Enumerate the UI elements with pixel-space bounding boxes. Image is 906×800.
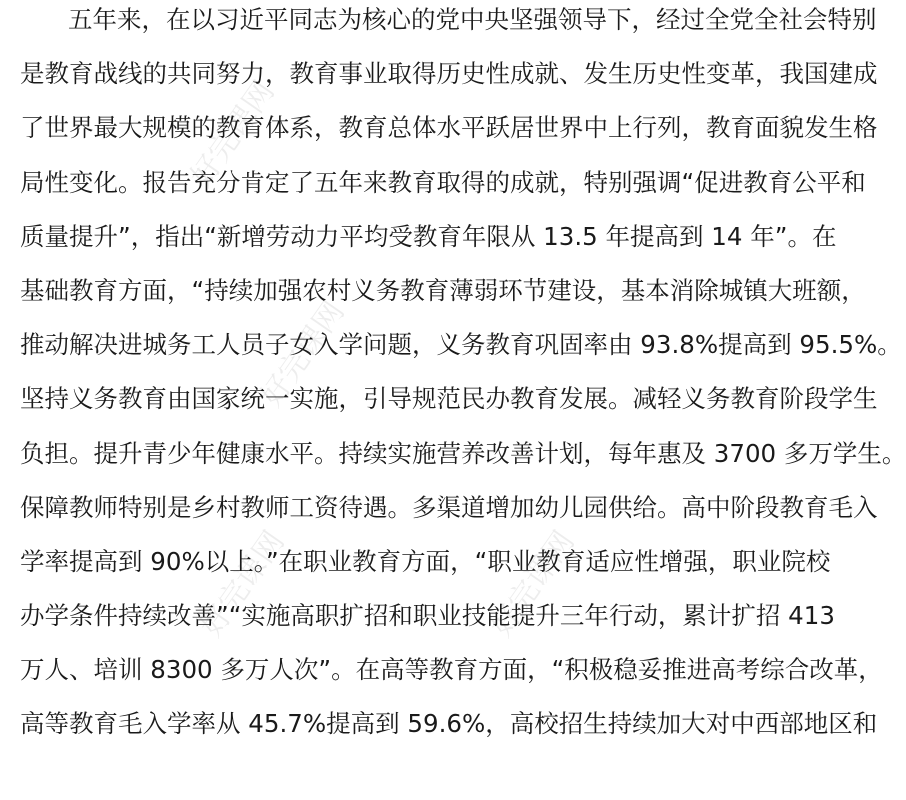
watermark: 好完课网 bbox=[254, 294, 352, 414]
text-line: 办学条件持续改善”“实施高职扩招和职业技能提升三年行动，累计扩招 413 bbox=[20, 601, 835, 631]
text-line: 学率提高到 90%以上。”在职业教育方面，“职业教育适应性增强，职业院校 bbox=[20, 546, 831, 576]
text-line: 局性变化。报告充分肯定了五年来教育取得的成就，特别强调“促进教育公平和 bbox=[20, 167, 866, 197]
text-line: 高等教育毛入学率从 45.7%提高到 59.6%，高校招生持续加大对中西部地区和 bbox=[20, 709, 878, 739]
text-line: 了世界最大规模的教育体系，教育总体水平跃居世界中上行列，教育面貌发生格 bbox=[20, 113, 878, 143]
watermark: 好完课网 bbox=[194, 524, 292, 644]
text-line: 推动解决进城务工人员子女入学问题，义务教育巩固率由 93.8%提高到 95.5%。 bbox=[20, 330, 902, 360]
document-paragraph bbox=[20, 0, 906, 759]
text-line: 质量提升”，指出“新增劳动力平均受教育年限从 13.5 年提高到 14 年”。在 bbox=[20, 221, 837, 251]
text-line: 万人、培训 8300 多万人次”。在高等教育方面，“积极稳妥推进高考综合改革， bbox=[20, 655, 883, 685]
text-line: 五年来，在以习近平同志为核心的党中央坚强领导下，经过全党全社会特别 bbox=[68, 5, 877, 34]
text-line: 坚持义务教育由国家统一实施，引导规范民办教育发展。减轻义务教育阶段学生 bbox=[20, 384, 878, 414]
text-line: 保障教师特别是乡村教师工资待遇。多渠道增加幼儿园供给。高中阶段教育毛入 bbox=[20, 492, 878, 522]
text-line: 负担。提升青少年健康水平。持续实施营养改善计划，每年惠及 3700 多万学生。 bbox=[20, 438, 906, 468]
text-line: 是教育战线的共同努力，教育事业取得历史性成就、发生历史性变革，我国建成 bbox=[20, 59, 878, 89]
text-line: 基础教育方面，“持续加强农村义务教育薄弱环节建设，基本消除城镇大班额， bbox=[20, 275, 866, 305]
watermark: 好完课网 bbox=[184, 74, 282, 194]
watermark: 好完课网 bbox=[484, 524, 582, 644]
